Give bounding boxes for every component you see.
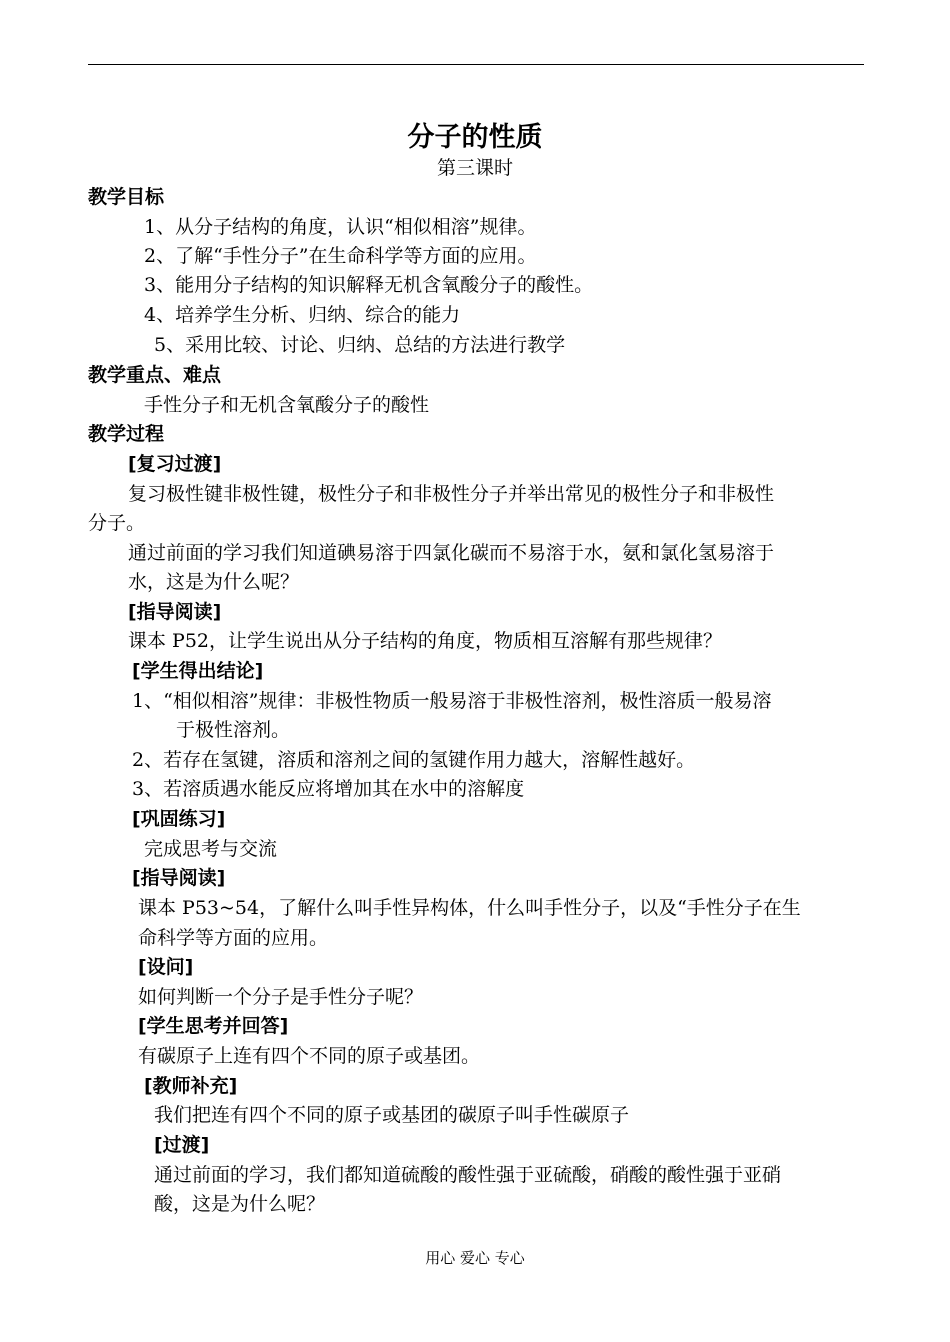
objective-item: 5、采用比较、讨论、归纳、总结的方法进行教学 — [154, 334, 566, 356]
tag-review: [复习过渡] — [128, 453, 222, 475]
conclusion-item: 1、“相似相溶”规律：非极性物质一般易溶于非极性溶剂，极性溶质一般易溶 — [132, 690, 772, 712]
paragraph-line: 通过前面的学习，我们都知道硫酸的酸性强于亚硫酸，硝酸的酸性强于亚硝 — [154, 1164, 782, 1186]
paragraph-line: 课本 P52，让学生说出从分子结构的角度，物质相互溶解有那些规律？ — [128, 630, 723, 652]
tag-guided-reading: [指导阅读] — [132, 867, 226, 889]
objective-item: 3、能用分子结构的知识解释无机含氧酸分子的酸性。 — [144, 274, 594, 296]
tag-student-answer: [学生思考并回答] — [138, 1015, 289, 1037]
paragraph-line: 课本 P53~54，了解什么叫手性异构体，什么叫手性分子，以及“手性分子在生 — [138, 897, 801, 919]
header-rule — [88, 64, 864, 65]
section-heading-key-points: 教学重点、难点 — [88, 364, 222, 386]
paragraph-line: 通过前面的学习我们知道碘易溶于四氯化碳而不易溶于水，氨和氯化氢易溶于 — [128, 542, 775, 564]
paragraph-line: 酸，这是为什么呢？ — [154, 1193, 326, 1215]
tag-transition: [过渡] — [154, 1134, 210, 1156]
conclusion-item: 2、若存在氢键，溶质和溶剂之间的氢键作用力越大，溶解性越好。 — [132, 749, 696, 771]
tag-conclusion: [学生得出结论] — [132, 660, 264, 682]
paragraph-line: 命科学等方面的应用。 — [138, 927, 329, 949]
key-points-text: 手性分子和无机含氧酸分子的酸性 — [144, 394, 430, 416]
paragraph-line: 完成思考与交流 — [144, 838, 278, 860]
paragraph-line: 复习极性键非极性键，极性分子和非极性分子并举出常见的极性分子和非极性 — [128, 483, 775, 505]
paragraph-line: 我们把连有四个不同的原子或基团的碳原子叫手性碳原子 — [154, 1104, 630, 1126]
section-heading-objectives: 教学目标 — [88, 186, 165, 208]
tag-practice: [巩固练习] — [132, 808, 226, 830]
tag-guided-reading: [指导阅读] — [128, 601, 222, 623]
section-heading-process: 教学过程 — [88, 423, 165, 445]
page-footer: 用心 爱心 专心 — [425, 1249, 525, 1267]
objective-item: 1、从分子结构的角度，认识“相似相溶”规律。 — [144, 216, 537, 238]
tag-teacher-supplement: [教师补充] — [144, 1075, 238, 1097]
document-subtitle: 第三课时 — [436, 157, 513, 179]
paragraph-line: 有碳原子上连有四个不同的原子或基团。 — [138, 1045, 481, 1067]
objective-item: 4、培养学生分析、归纳、综合的能力 — [144, 304, 461, 326]
objective-item: 2、了解“手性分子”在生命科学等方面的应用。 — [144, 245, 537, 267]
paragraph-line: 水，这是为什么呢？ — [128, 571, 300, 593]
conclusion-item-cont: 于极性溶剂。 — [176, 719, 291, 741]
tag-question: [设问] — [138, 956, 194, 978]
conclusion-item: 3、若溶质遇水能反应将增加其在水中的溶解度 — [132, 778, 525, 800]
document-title: 分子的性质 — [407, 122, 543, 153]
paragraph-line: 分子。 — [88, 512, 146, 534]
paragraph-line: 如何判断一个分子是手性分子呢？ — [138, 986, 424, 1008]
